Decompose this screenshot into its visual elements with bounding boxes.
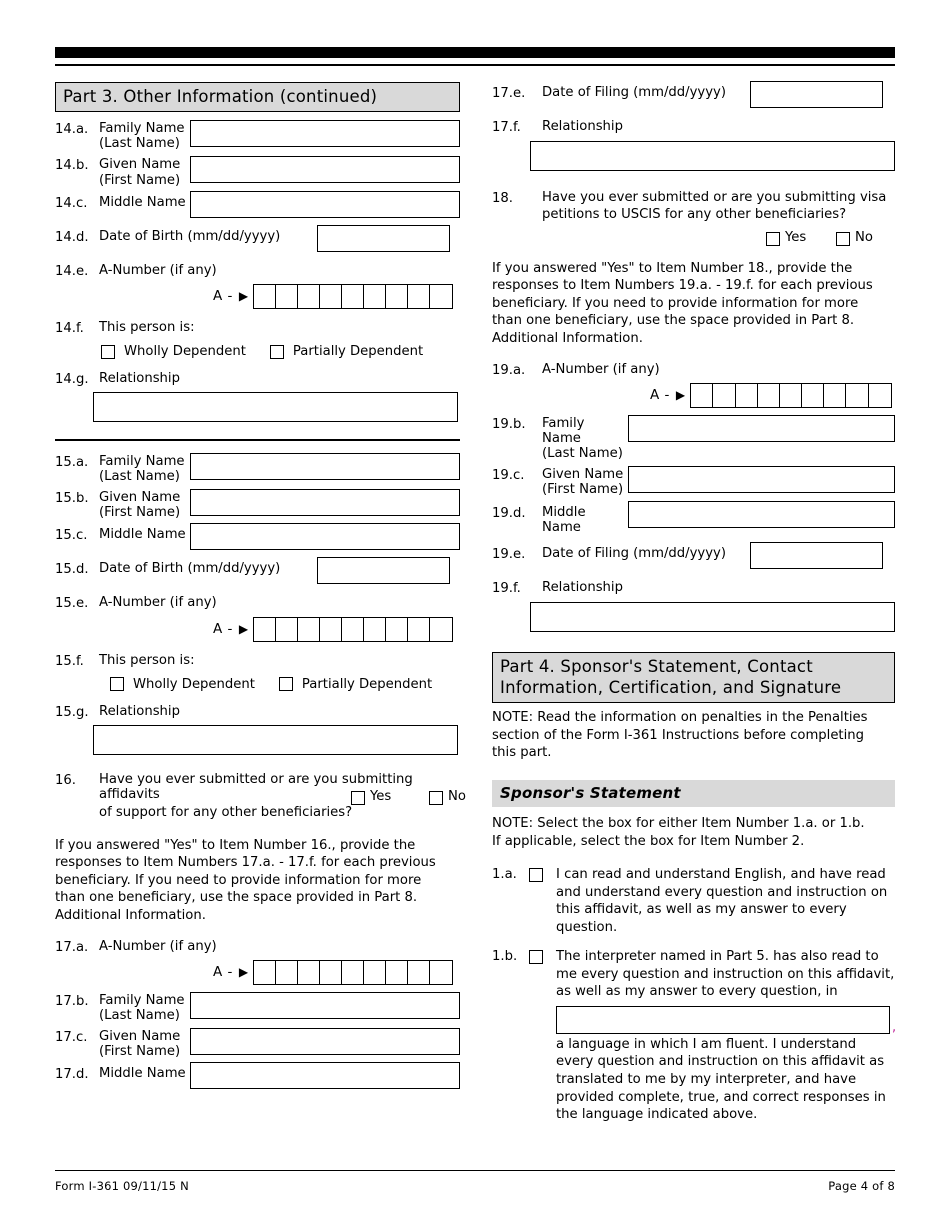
input-14g-relationship[interactable] xyxy=(93,392,458,422)
note-after-16: If you answered "Yes" to Item Number 16., provide the responses to Item Numbers 17.a. - 17.f. for each previous beneficiary. If you need to provide information for more than one beneficiary, use the space provided in Part 8. Additional Information. xyxy=(55,837,436,924)
part4-note2-line1: NOTE: Select the box for either Item Number 1.a. or 1.b. xyxy=(492,815,865,831)
label-14b-line2: (First Name) xyxy=(99,172,181,188)
field-row-19c xyxy=(492,467,895,497)
anumber-cell[interactable] xyxy=(386,285,408,308)
anumber-cell[interactable] xyxy=(408,285,430,308)
anumber-cell[interactable] xyxy=(386,961,408,984)
label-14f: This person is: xyxy=(99,319,195,335)
item-number-15b: 15.b. xyxy=(55,491,89,507)
item-number-14f: 14.f. xyxy=(55,320,84,336)
input-19b-family-name[interactable] xyxy=(628,415,895,442)
anumber-cell[interactable] xyxy=(824,384,846,407)
field-row-19f xyxy=(492,580,895,596)
anumber-cell[interactable] xyxy=(254,618,276,641)
item-number-19b: 19.b. xyxy=(492,416,526,432)
input-17b-family-name[interactable] xyxy=(190,992,460,1019)
field-row-17c xyxy=(55,1029,460,1059)
item-number-15f: 15.f. xyxy=(55,653,84,669)
anumber-cell[interactable] xyxy=(846,384,868,407)
input-17d-middle-name[interactable] xyxy=(190,1062,460,1089)
item-number-19a: 19.a. xyxy=(492,362,526,378)
anumber-cell[interactable] xyxy=(691,384,713,407)
input-14b-given-name[interactable] xyxy=(190,156,460,183)
checkbox-18-yes[interactable] xyxy=(766,232,780,246)
question-18-line2: petitions to USCIS for any other beneficiaries? xyxy=(542,207,847,223)
header-thin-rule xyxy=(55,64,895,66)
item-number-16: 16. xyxy=(55,772,76,788)
checkbox-15f-partially-dependent[interactable] xyxy=(279,677,293,691)
label-19b-line1: Family Name xyxy=(542,415,585,446)
field-row-17e xyxy=(492,85,895,108)
checkbox-group-14f xyxy=(101,344,460,359)
anumber-prefix-17a: A - xyxy=(213,964,233,981)
label-17a: A-Number (if any) xyxy=(99,938,217,954)
anumber-cell[interactable] xyxy=(713,384,735,407)
field-row-14b xyxy=(55,157,460,187)
anumber-group-15e xyxy=(213,617,460,642)
checkbox-16-yes[interactable] xyxy=(351,791,365,805)
anumber-prefix-14e: A - xyxy=(213,288,233,305)
checkbox-14f-partially-dependent[interactable] xyxy=(270,345,284,359)
label-14d: Date of Birth (mm/dd/yyyy) xyxy=(99,228,281,244)
input-14d-date-of-birth[interactable] xyxy=(317,225,450,252)
right-column xyxy=(492,82,895,1124)
input-19e-date-of-filing[interactable] xyxy=(750,542,883,569)
part4-header-line1: Part 4. Sponsor's Statement, Contact xyxy=(500,657,813,677)
anumber-cell[interactable] xyxy=(298,961,320,984)
anumber-cell[interactable] xyxy=(430,961,452,984)
anumber-cell[interactable] xyxy=(298,618,320,641)
item-number-18: 18. xyxy=(492,191,513,207)
part4-header-line2: Information, Certification, and Signature xyxy=(500,678,842,698)
arrow-right-icon: ▶ xyxy=(238,622,249,637)
checkbox-15f-wholly-dependent[interactable] xyxy=(110,677,124,691)
label-18-yes: Yes xyxy=(785,230,807,246)
arrow-right-icon: ▶ xyxy=(675,388,686,403)
input-15d-date-of-birth[interactable] xyxy=(317,557,450,584)
footer-page-number: Page 4 of 8 xyxy=(828,1179,895,1193)
checkbox-18-no[interactable] xyxy=(836,232,850,246)
label-17c-line2: (First Name) xyxy=(99,1044,181,1060)
item-number-14e: 14.e. xyxy=(55,263,89,279)
item-number-17d: 17.d. xyxy=(55,1067,89,1083)
sponsors-statement-subheader: Sponsor's Statement xyxy=(492,780,895,807)
label-14g: Relationship xyxy=(99,371,180,387)
item-number-19d: 19.d. xyxy=(492,505,526,521)
field-row-14d xyxy=(55,229,460,252)
label-15b-line1: Given Name xyxy=(99,490,181,506)
statement-row-1a xyxy=(492,866,895,936)
question-16-line1: Have you ever submitted or are you submitting affidavits xyxy=(99,771,413,803)
item-number-19c: 19.c. xyxy=(492,468,525,484)
anumber-cell[interactable] xyxy=(276,285,298,308)
question-row-16 xyxy=(55,771,466,820)
label-15a-line1: Family Name xyxy=(99,453,185,469)
anumber-cell[interactable] xyxy=(408,618,430,641)
label-14f-option2: Partially Dependent xyxy=(292,344,424,360)
input-15e-anumber[interactable] xyxy=(253,617,453,642)
item-number-15c: 15.c. xyxy=(55,528,88,544)
anumber-cell[interactable] xyxy=(364,618,386,641)
input-19a-anumber[interactable] xyxy=(690,383,892,408)
label-19c-line2: (First Name) xyxy=(542,482,624,498)
label-17e: Date of Filing (mm/dd/yyyy) xyxy=(542,85,726,100)
item-number-15d: 15.d. xyxy=(55,562,89,578)
label-14c: Middle Name xyxy=(99,194,186,210)
field-row-15f xyxy=(55,653,460,669)
anumber-cell[interactable] xyxy=(430,285,452,308)
anumber-cell[interactable] xyxy=(802,384,824,407)
field-row-14c xyxy=(55,195,460,218)
anumber-cell[interactable] xyxy=(869,384,891,407)
input-15a-family-name[interactable] xyxy=(190,453,460,480)
input-14e-anumber[interactable] xyxy=(253,284,453,309)
input-17a-anumber[interactable] xyxy=(253,960,453,985)
item-number-14g: 14.g. xyxy=(55,372,89,388)
input-14a-family-name[interactable] xyxy=(190,120,460,147)
input-15g-relationship[interactable] xyxy=(93,725,458,755)
field-row-15a xyxy=(55,454,460,484)
anumber-prefix-15e: A - xyxy=(213,621,233,638)
anumber-cell[interactable] xyxy=(320,618,342,641)
item-number-17c: 17.c. xyxy=(55,1030,88,1046)
label-17c-line1: Given Name xyxy=(99,1029,181,1045)
label-19b-line2: (Last Name) xyxy=(542,446,623,462)
input-17e-date-of-filing[interactable] xyxy=(750,81,883,108)
field-row-15d xyxy=(55,561,460,584)
field-row-15g xyxy=(55,704,460,720)
anumber-group-19a xyxy=(650,383,895,408)
anumber-cell[interactable] xyxy=(408,961,430,984)
input-14c-middle-name[interactable] xyxy=(190,191,460,218)
label-19d: Middle Name xyxy=(542,504,586,535)
field-row-14f xyxy=(55,320,460,336)
anumber-cell[interactable] xyxy=(342,961,364,984)
question-16-line2: of support for any other beneficiaries? xyxy=(99,804,353,820)
item-number-15e: 15.e. xyxy=(55,596,89,612)
item-number-17a: 17.a. xyxy=(55,939,89,955)
anumber-cell[interactable] xyxy=(342,618,364,641)
anumber-cell[interactable] xyxy=(254,285,276,308)
input-19f-relationship[interactable] xyxy=(530,602,895,632)
field-row-14g xyxy=(55,371,460,387)
input-17c-given-name[interactable] xyxy=(190,1028,460,1055)
field-row-15c xyxy=(55,527,460,550)
label-19a: A-Number (if any) xyxy=(542,361,660,377)
note-after-18: If you answered "Yes" to Item Number 18., provide the responses to Item Numbers 19.a. - 19.f. for each previous beneficiary. If you need to provide information for more than one beneficiary, use the space provided in Part 8. Additional Information. xyxy=(492,260,873,346)
statement-1a-text: I can read and understand English, and have read and understand every question and instruction on this affidavit, as well as my answer to every question. xyxy=(556,867,888,935)
footer-form-id: Form I-361 09/11/15 N xyxy=(55,1179,189,1193)
footer-rule xyxy=(55,1170,895,1171)
header-black-bar xyxy=(55,47,895,58)
item-number-17f: 17.f. xyxy=(492,120,521,135)
label-17b-line2: (Last Name) xyxy=(99,1007,180,1023)
anumber-cell[interactable] xyxy=(342,285,364,308)
label-16-no: No xyxy=(448,788,466,804)
label-15c: Middle Name xyxy=(99,527,186,543)
field-row-15e xyxy=(55,595,460,611)
input-1b-language[interactable] xyxy=(556,1006,890,1034)
part4-header xyxy=(492,652,895,703)
label-15d: Date of Birth (mm/dd/yyyy) xyxy=(99,561,281,577)
item-number-14c: 14.c. xyxy=(55,195,88,211)
item-number-1a: 1.a. xyxy=(492,867,517,883)
field-row-19d xyxy=(492,505,895,535)
field-row-14e xyxy=(55,263,460,279)
anumber-cell[interactable] xyxy=(364,961,386,984)
item-number-1b: 1.b. xyxy=(492,949,518,965)
arrow-right-icon: ▶ xyxy=(238,289,249,304)
checkbox-1a[interactable] xyxy=(529,868,543,882)
field-row-14a xyxy=(55,121,460,151)
checkbox-16-no[interactable] xyxy=(429,791,443,805)
anumber-cell[interactable] xyxy=(780,384,802,407)
label-15g: Relationship xyxy=(99,703,180,719)
field-row-19a xyxy=(492,362,895,378)
field-row-17a xyxy=(55,939,460,955)
checkbox-1b[interactable] xyxy=(529,950,543,964)
label-18-no: No xyxy=(855,230,873,246)
anumber-cell[interactable] xyxy=(298,285,320,308)
section-divider-1 xyxy=(55,439,460,440)
label-19e: Date of Filing (mm/dd/yyyy) xyxy=(542,545,726,561)
label-14e: A-Number (if any) xyxy=(99,262,217,278)
field-row-19b xyxy=(492,416,895,462)
item-number-19e: 19.e. xyxy=(492,546,526,562)
field-row-17b xyxy=(55,993,460,1023)
anumber-cell[interactable] xyxy=(364,285,386,308)
checkbox-14f-wholly-dependent[interactable] xyxy=(101,345,115,359)
label-19c-line1: Given Name xyxy=(542,467,624,483)
anumber-cell[interactable] xyxy=(758,384,780,407)
part4-note2-line2: If applicable, select the box for Item Number 2. xyxy=(492,834,805,850)
item-number-14b: 14.b. xyxy=(55,158,89,174)
anumber-cell[interactable] xyxy=(320,961,342,984)
item-number-14a: 14.a. xyxy=(55,122,89,138)
label-15b-line2: (First Name) xyxy=(99,505,181,521)
left-column xyxy=(55,82,466,1089)
anumber-cell[interactable] xyxy=(320,285,342,308)
label-14a-line2: (Last Name) xyxy=(99,136,180,152)
item-number-17b: 17.b. xyxy=(55,993,89,1009)
label-19f: Relationship xyxy=(542,579,623,595)
field-row-17d xyxy=(55,1066,460,1089)
item-number-14d: 14.d. xyxy=(55,229,89,245)
label-17d: Middle Name xyxy=(99,1066,186,1082)
label-14b-line1: Given Name xyxy=(99,157,181,173)
statement-1b-text-after: a language in which I am fluent. I understand every question and instruction on this affidavit as translated to me by my interpreter, and have provided complete, true, and correct responses in the language indicated above. xyxy=(556,1036,886,1123)
input-17f-relationship[interactable] xyxy=(530,141,895,171)
anumber-cell[interactable] xyxy=(736,384,758,407)
input-15c-middle-name[interactable] xyxy=(190,523,460,550)
item-number-17e: 17.e. xyxy=(492,86,526,101)
item-number-15a: 15.a. xyxy=(55,454,89,470)
item-number-19f: 19.f. xyxy=(492,580,521,596)
anumber-group-17a xyxy=(213,960,460,985)
anumber-cell[interactable] xyxy=(430,618,452,641)
statement-1b-text-before: The interpreter named in Part 5. has also read to me every question and instruction on this affidavit, as well as my answer to every question, in xyxy=(556,949,895,1000)
input-19d-middle-name[interactable] xyxy=(628,501,895,528)
label-16-yes: Yes xyxy=(370,788,392,804)
field-row-15b xyxy=(55,490,460,520)
label-15f: This person is: xyxy=(99,652,195,668)
anumber-cell[interactable] xyxy=(276,618,298,641)
label-17f: Relationship xyxy=(542,119,623,134)
anumber-group-14e xyxy=(213,284,460,309)
label-14f-option1: Wholly Dependent xyxy=(124,344,246,360)
label-15f-option1: Wholly Dependent xyxy=(133,676,255,692)
part4-note: NOTE: Read the information on penalties in the Penalties section of the Form I-361 Instructions before completing this part. xyxy=(492,710,868,761)
field-row-19e xyxy=(492,546,895,569)
anumber-prefix-19a: A - xyxy=(650,387,670,404)
input-15b-given-name[interactable] xyxy=(190,489,460,516)
part3-header: Part 3. Other Information (continued) xyxy=(55,82,460,112)
arrow-right-icon: ▶ xyxy=(238,965,249,980)
input-19c-given-name[interactable] xyxy=(628,466,895,493)
checkbox-group-15f xyxy=(110,677,460,692)
anumber-cell[interactable] xyxy=(276,961,298,984)
question-18-line1: Have you ever submitted or are you submitting visa xyxy=(542,190,887,206)
label-14a-line1: Family Name xyxy=(99,121,185,137)
item-number-15g: 15.g. xyxy=(55,704,89,720)
anumber-cell[interactable] xyxy=(386,618,408,641)
label-17b-line1: Family Name xyxy=(99,992,185,1008)
label-15f-option2: Partially Dependent xyxy=(301,676,433,692)
label-15a-line2: (Last Name) xyxy=(99,468,180,484)
question-row-18 xyxy=(492,190,895,246)
field-row-17f xyxy=(492,119,895,135)
trailing-comma: , xyxy=(892,1019,897,1035)
anumber-cell[interactable] xyxy=(254,961,276,984)
label-15e: A-Number (if any) xyxy=(99,595,217,611)
statement-row-1b xyxy=(492,948,895,1123)
